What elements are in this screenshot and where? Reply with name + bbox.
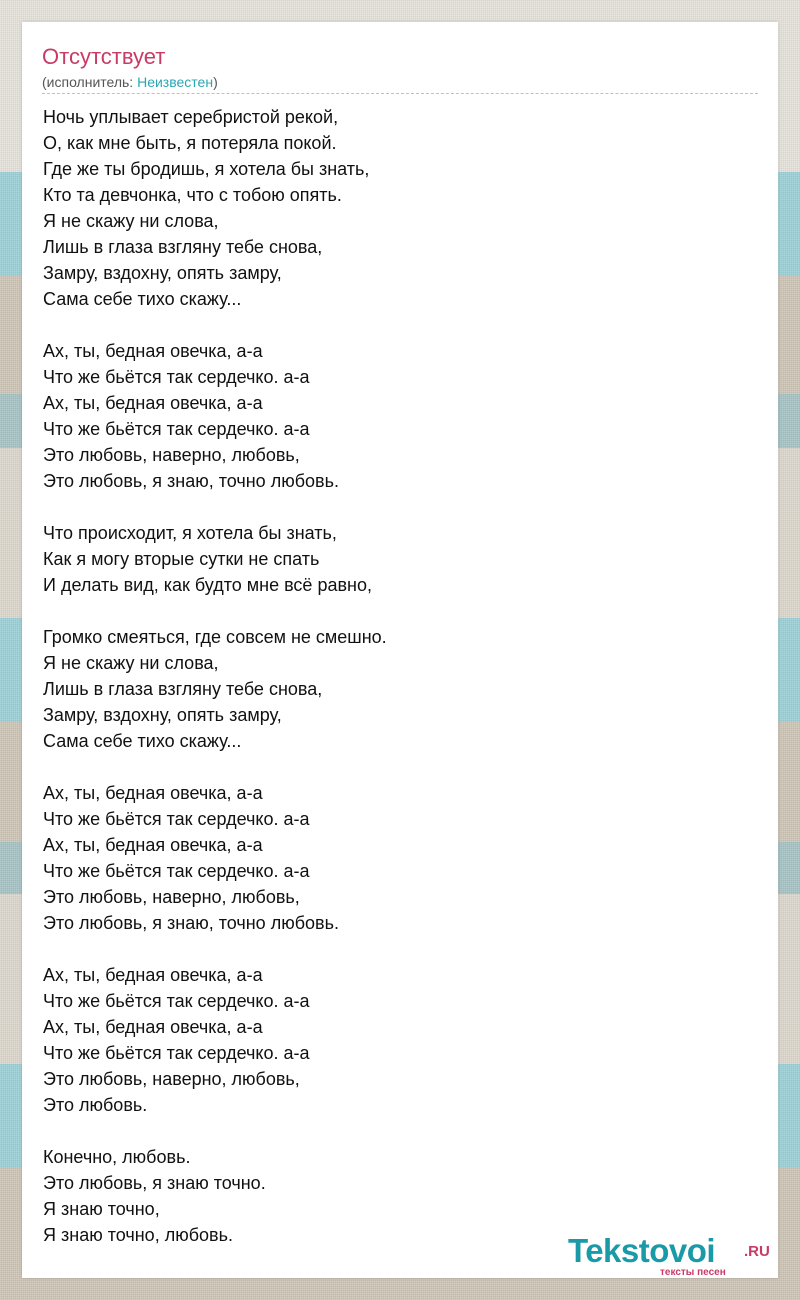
lyrics-line: Ах, ты, бедная овечка, а-а: [43, 783, 263, 803]
lyrics-line: Что происходит, я хотела бы знать,: [43, 523, 337, 543]
lyrics-line: Сама себе тихо скажу...: [43, 731, 242, 751]
lyrics-line: Ах, ты, бедная овечка, а-а: [43, 341, 263, 361]
lyrics-line: Я не скажу ни слова,: [43, 653, 219, 673]
lyrics-line: Ах, ты, бедная овечка, а-а: [43, 965, 263, 985]
lyrics-line: Это любовь.: [43, 1095, 148, 1115]
logo-subtitle: тексты песен: [660, 1267, 726, 1278]
lyrics-line: Как я могу вторые сутки не спать: [43, 549, 320, 569]
lyrics-line: Это любовь, я знаю точно.: [43, 1173, 266, 1193]
lyrics-line: Лишь в глаза взгляну тебе снова,: [43, 237, 323, 257]
lyrics-line: И делать вид, как будто мне всё равно,: [43, 575, 372, 595]
logo-wordmark: Tekstovoi: [568, 1232, 716, 1269]
lyrics-line: Замру, вздохну, опять замру,: [43, 263, 282, 283]
lyrics-line: Это любовь, я знаю, точно любовь.: [43, 913, 339, 933]
lyrics-line: О, как мне быть, я потеряла покой.: [43, 133, 337, 153]
song-title: Отсутствует: [42, 44, 166, 69]
lyrics-stanza: [43, 962, 743, 1118]
lyrics-stanza: [43, 624, 743, 754]
lyrics-stanza: [43, 780, 743, 936]
lyrics-line: Ах, ты, бедная овечка, а-а: [43, 835, 263, 855]
site-logo[interactable]: [568, 1232, 778, 1276]
lyrics-line: Что же бьётся так сердечко. а-а: [43, 367, 310, 387]
lyrics-line: Что же бьётся так сердечко. а-а: [43, 419, 310, 439]
lyrics-line: Ах, ты, бедная овечка, а-а: [43, 393, 263, 413]
lyrics-line: Это любовь, наверно, любовь,: [43, 445, 300, 465]
lyrics-line: Замру, вздохну, опять замру,: [43, 705, 282, 725]
lyrics-line: Это любовь, наверно, любовь,: [43, 1069, 300, 1089]
artist-link[interactable]: Неизвестен: [137, 74, 214, 90]
lyrics-line: Лишь в глаза взгляну тебе снова,: [43, 679, 323, 699]
lyrics-line: Что же бьётся так сердечко. а-а: [43, 991, 310, 1011]
lyrics-stanza: [43, 520, 743, 598]
lyrics-line: Что же бьётся так сердечко. а-а: [43, 1043, 310, 1063]
artist-prefix: (исполнитель:: [42, 74, 138, 90]
logo-tld: .RU: [744, 1243, 770, 1260]
lyrics-line: Громко смеяться, где совсем не смешно.: [43, 627, 387, 647]
lyrics-line: Где же ты бродишь, я хотела бы знать,: [43, 159, 370, 179]
lyrics-text: [43, 104, 743, 1248]
lyrics-line: Кто та девчонка, что с тобою опять.: [43, 185, 342, 205]
lyrics-stanza: [43, 104, 743, 312]
lyrics-stanza: [43, 338, 743, 494]
artist-line: [42, 73, 218, 91]
lyrics-line: Я знаю точно, любовь.: [43, 1225, 233, 1245]
lyrics-card: [22, 22, 778, 1278]
lyrics-line: Ночь уплывает серебристой рекой,: [43, 107, 339, 127]
lyrics-line: Я не скажу ни слова,: [43, 211, 219, 231]
lyrics-line: Сама себе тихо скажу...: [43, 289, 242, 309]
lyrics-line: Что же бьётся так сердечко. а-а: [43, 861, 310, 881]
lyrics-line: Это любовь, я знаю, точно любовь.: [43, 471, 339, 491]
lyrics-line: Ах, ты, бедная овечка, а-а: [43, 1017, 263, 1037]
lyrics-line: Это любовь, наверно, любовь,: [43, 887, 300, 907]
lyrics-line: Я знаю точно,: [43, 1199, 160, 1219]
lyrics-line: Что же бьётся так сердечко. а-а: [43, 809, 310, 829]
lyrics-line: Конечно, любовь.: [43, 1147, 191, 1167]
artist-suffix: ): [213, 74, 218, 90]
title-divider: [42, 93, 758, 94]
